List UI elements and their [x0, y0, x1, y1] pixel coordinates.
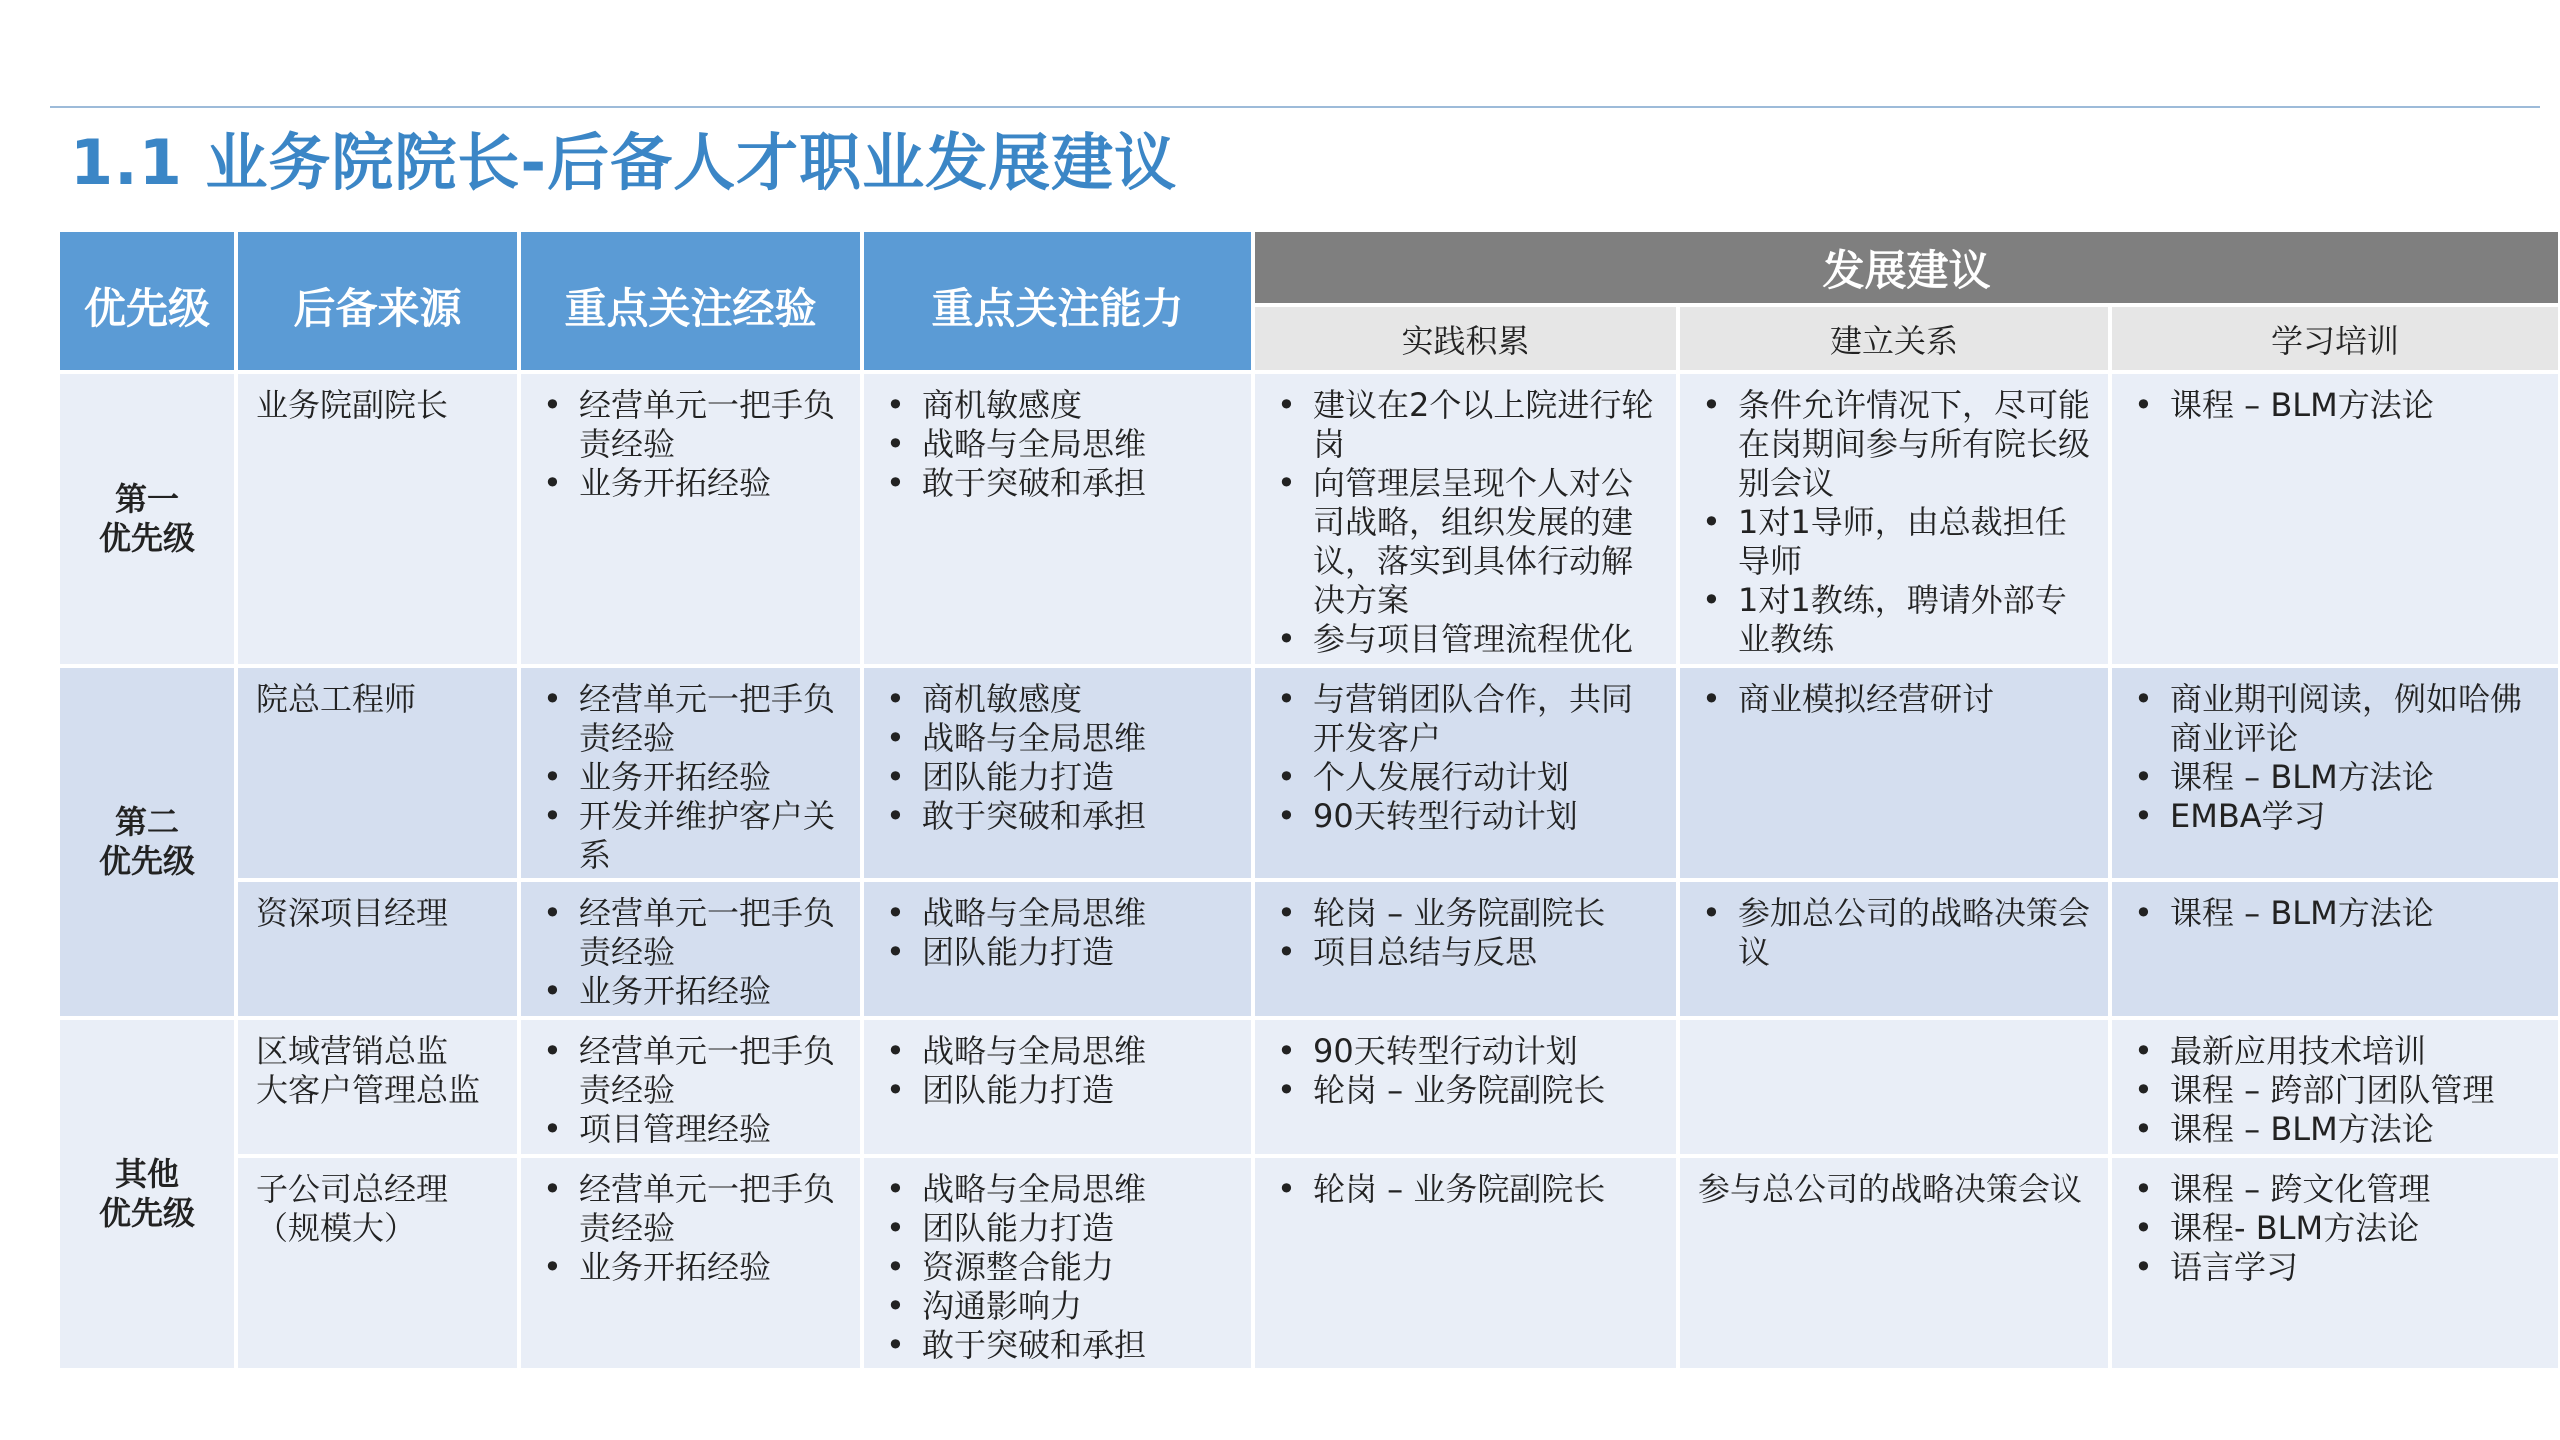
ability-list	[882, 386, 1235, 503]
cell-source	[238, 1158, 517, 1368]
list-item: • 90天转型行动计划	[1313, 1032, 1660, 1071]
cell-practice	[1255, 882, 1676, 1016]
cell-experience	[521, 882, 860, 1016]
source-text: 业务院副院长	[256, 386, 449, 424]
list-item: • 商业期刊阅读，例如哈佛商业评论	[2170, 680, 2542, 758]
ability-list	[882, 1170, 1235, 1365]
priority-first: 第一 优先级	[60, 374, 234, 664]
header-priority: 优先级	[60, 232, 234, 370]
list-item: • 团队能力打造	[922, 933, 1235, 972]
list-item: • 业务开拓经验	[579, 464, 844, 503]
cell-ability	[864, 882, 1251, 1016]
cell-practice	[1255, 668, 1676, 878]
cell-relations	[1680, 1158, 2108, 1368]
cell-practice	[1255, 1158, 1676, 1368]
relations-list	[1698, 680, 2092, 719]
cell-ability	[864, 374, 1251, 664]
list-item: • 资源整合能力	[922, 1248, 1235, 1287]
list-item: • 轮岗 – 业务院副院长	[1313, 894, 1660, 933]
list-item: • EMBA学习	[2170, 797, 2542, 836]
priority-other: 其他 优先级	[60, 1020, 234, 1368]
list-item: • 业务开拓经验	[579, 1248, 844, 1287]
experience-list	[539, 894, 844, 1011]
list-item: • 经营单元一把手负责经验	[579, 1032, 844, 1110]
list-item: • 战略与全局思维	[922, 719, 1235, 758]
page-title: 1.1 业务院院长-后备人才职业发展建议	[70, 126, 1178, 199]
ability-list	[882, 894, 1235, 972]
list-item: • 向管理层呈现个人对公司战略，组织发展的建议，落实到具体行动解决方案	[1313, 464, 1660, 620]
list-item: • 课程 – 跨文化管理	[2170, 1170, 2542, 1209]
list-item: • 商机敏感度	[922, 680, 1235, 719]
list-item: • 战略与全局思维	[922, 425, 1235, 464]
list-item: • 团队能力打造	[922, 1071, 1235, 1110]
list-item: • 课程 – 跨部门团队管理	[2170, 1071, 2542, 1110]
list-item: • 1对1导师，由总裁担任导师	[1738, 503, 2092, 581]
cell-experience	[521, 1020, 860, 1154]
cell-relations	[1680, 1020, 2108, 1154]
list-item: • 战略与全局思维	[922, 1032, 1235, 1071]
list-item: • 课程 – BLM方法论	[2170, 894, 2542, 933]
list-item: • 90天转型行动计划	[1313, 797, 1660, 836]
cell-source	[238, 668, 517, 878]
list-item: • 建议在2个以上院进行轮岗	[1313, 386, 1660, 464]
cell-practice	[1255, 374, 1676, 664]
ability-list	[882, 680, 1235, 836]
header-development: 发展建议	[1255, 232, 2558, 303]
practice-list	[1273, 1170, 1660, 1209]
experience-list	[539, 680, 844, 875]
list-item: • 业务开拓经验	[579, 972, 844, 1011]
list-item: • 与营销团队合作，共同开发客户	[1313, 680, 1660, 758]
header-experience: 重点关注经验	[521, 232, 860, 370]
list-item: • 课程 – BLM方法论	[2170, 758, 2542, 797]
practice-list	[1273, 386, 1660, 659]
top-divider	[50, 106, 2540, 108]
header-source: 后备来源	[238, 232, 517, 370]
ability-list	[882, 1032, 1235, 1110]
list-item: • 敢于突破和承担	[922, 464, 1235, 503]
practice-list	[1273, 680, 1660, 836]
cell-experience	[521, 1158, 860, 1368]
list-item: • 敢于突破和承担	[922, 797, 1235, 836]
list-item: • 语言学习	[2170, 1248, 2542, 1287]
list-item: • 参与项目管理流程优化	[1313, 620, 1660, 659]
source-text: 院总工程师	[256, 680, 417, 718]
experience-list	[539, 386, 844, 503]
list-item: • 商机敏感度	[922, 386, 1235, 425]
list-item: • 战略与全局思维	[922, 1170, 1235, 1209]
relations-list	[1698, 386, 2092, 659]
list-item: • 1对1教练，聘请外部专业教练	[1738, 581, 2092, 659]
training-list	[2130, 1170, 2542, 1287]
list-item: • 轮岗 – 业务院副院长	[1313, 1071, 1660, 1110]
priority-second: 第二 优先级	[60, 668, 234, 1016]
list-item: • 轮岗 – 业务院副院长	[1313, 1170, 1660, 1209]
cell-relations	[1680, 668, 2108, 878]
list-item: • 条件允许情况下，尽可能在岗期间参与所有院长级别会议	[1738, 386, 2092, 503]
cell-source	[238, 1020, 517, 1154]
list-item: • 团队能力打造	[922, 1209, 1235, 1248]
list-item: • 经营单元一把手负责经验	[579, 894, 844, 972]
list-item: • 最新应用技术培训	[2170, 1032, 2542, 1071]
list-item: • 敢于突破和承担	[922, 1326, 1235, 1365]
list-item: • 团队能力打造	[922, 758, 1235, 797]
cell-relations	[1680, 374, 2108, 664]
cell-training	[2112, 374, 2558, 664]
training-list	[2130, 386, 2542, 425]
list-item: • 商业模拟经营研讨	[1738, 680, 2092, 719]
experience-list	[539, 1032, 844, 1149]
list-item: • 经营单元一把手负责经验	[579, 386, 844, 464]
cell-experience	[521, 668, 860, 878]
source-text: 区域营销总监 大客户管理总监	[256, 1032, 481, 1109]
source-text: 子公司总经理 （规模大）	[256, 1170, 449, 1247]
cell-ability	[864, 1020, 1251, 1154]
cell-experience	[521, 374, 860, 664]
development-table	[60, 232, 2548, 1368]
list-item: • 开发并维护客户关系	[579, 797, 844, 875]
list-item: • 课程 – BLM方法论	[2170, 386, 2542, 425]
training-list	[2130, 680, 2542, 836]
header-training: 学习培训	[2112, 307, 2558, 370]
training-list	[2130, 894, 2542, 933]
training-list	[2130, 1032, 2542, 1149]
source-text: 资深项目经理	[256, 894, 449, 932]
practice-list	[1273, 894, 1660, 972]
list-item: • 课程 – BLM方法论	[2170, 1110, 2542, 1149]
list-item: • 项目总结与反思	[1313, 933, 1660, 972]
cell-training	[2112, 1020, 2558, 1154]
list-item: • 参加总公司的战略决策会议	[1738, 894, 2092, 972]
cell-training	[2112, 882, 2558, 1016]
experience-list	[539, 1170, 844, 1287]
list-item: • 项目管理经验	[579, 1110, 844, 1149]
list-item: • 业务开拓经验	[579, 758, 844, 797]
cell-training	[2112, 668, 2558, 878]
header-practice: 实践积累	[1255, 307, 1676, 370]
header-ability: 重点关注能力	[864, 232, 1251, 370]
cell-source	[238, 374, 517, 664]
relations-text: 参与总公司的战略决策会议	[1698, 1170, 2083, 1208]
cell-relations	[1680, 882, 2108, 1016]
cell-source	[238, 882, 517, 1016]
cell-ability	[864, 668, 1251, 878]
list-item: • 战略与全局思维	[922, 894, 1235, 933]
relations-list	[1698, 894, 2092, 972]
list-item: • 经营单元一把手负责经验	[579, 680, 844, 758]
list-item: • 沟通影响力	[922, 1287, 1235, 1326]
cell-ability	[864, 1158, 1251, 1368]
header-relations: 建立关系	[1680, 307, 2108, 370]
cell-training	[2112, 1158, 2558, 1368]
cell-practice	[1255, 1020, 1676, 1154]
list-item: • 个人发展行动计划	[1313, 758, 1660, 797]
practice-list	[1273, 1032, 1660, 1110]
list-item: • 课程- BLM方法论	[2170, 1209, 2542, 1248]
list-item: • 经营单元一把手负责经验	[579, 1170, 844, 1248]
